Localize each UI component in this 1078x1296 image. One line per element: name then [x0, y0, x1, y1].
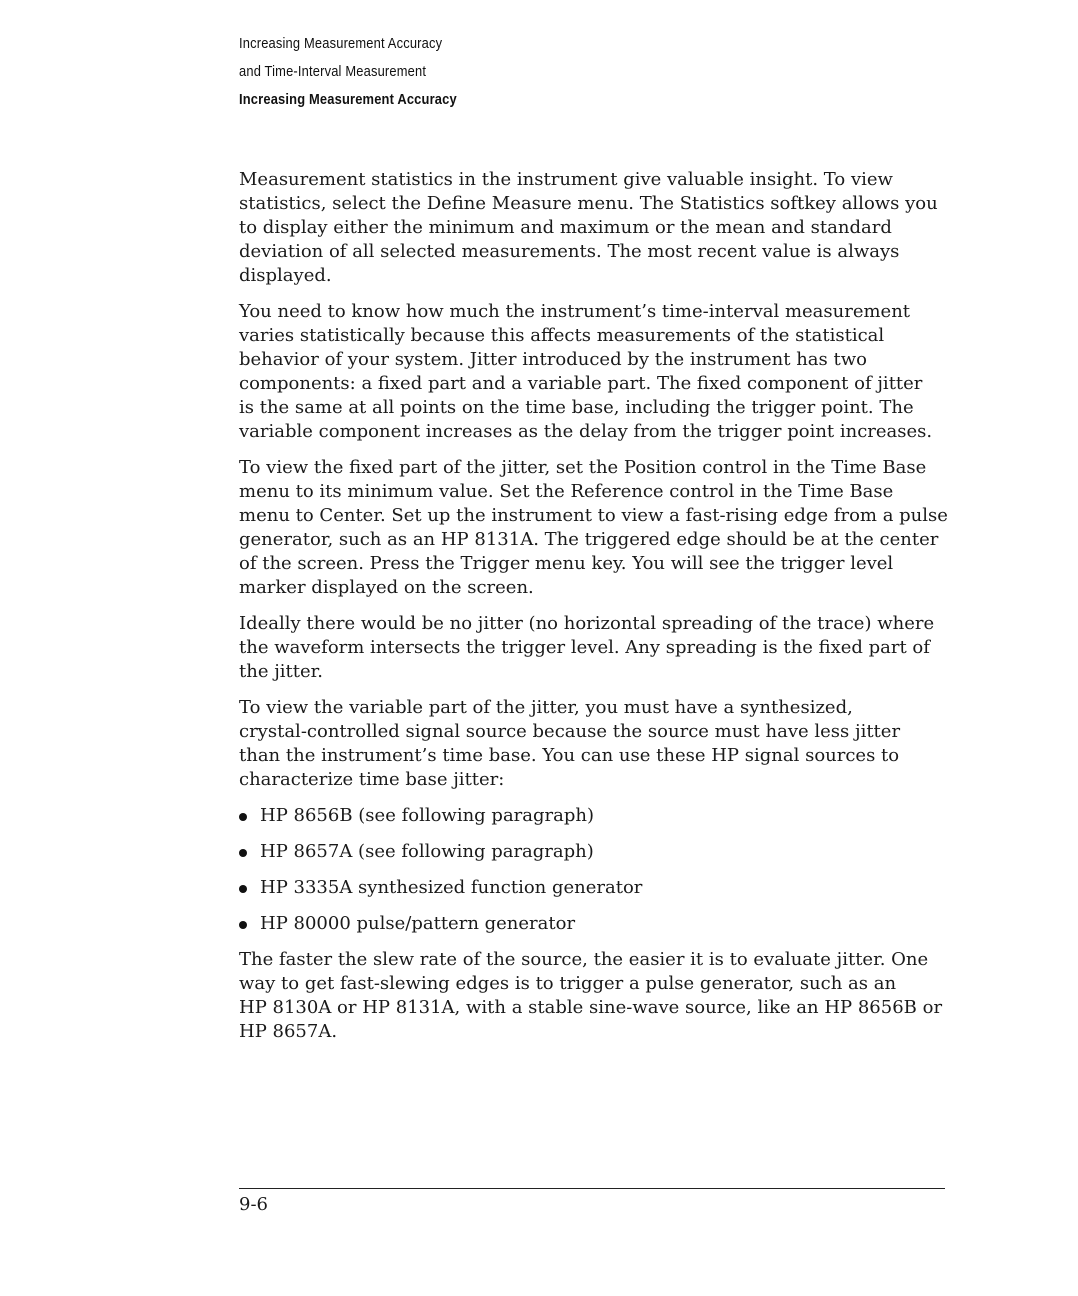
paragraph-fixed-jitter	[239, 456, 959, 600]
text-line: To view the fixed part of the jitter, set the Position control in the Time Base	[239, 457, 927, 478]
list-item-text: HP 8657A (see following paragraph)	[260, 841, 594, 862]
text-line: the jitter.	[239, 661, 324, 682]
bullet-icon	[239, 885, 247, 893]
text-line: You need to know how much the instrument’s time-interval measurement	[239, 301, 911, 322]
text-line: of the screen. Press the Trigger menu key. You will see the trigger level	[239, 553, 894, 574]
chapter-title-line1: Increasing Measurement Accuracy	[239, 35, 443, 52]
text-line: To view the variable part of the jitter, you must have a synthesized,	[239, 697, 853, 718]
list-item	[239, 876, 959, 900]
text-line: behavior of your system. Jitter introduced by the instrument has two	[239, 349, 867, 370]
text-line: the waveform intersects the trigger level. Any spreading is the fixed part of	[239, 637, 930, 658]
chapter-title-line2: and Time-Interval Measurement	[239, 63, 427, 80]
running-header	[239, 30, 457, 114]
text-line: HP 8130A or HP 8131A, with a stable sine-wave source, like an HP 8656B or	[239, 997, 943, 1018]
signal-source-list	[239, 804, 959, 936]
bullet-icon	[239, 849, 247, 857]
text-line: to display either the minimum and maximum or the mean and standard	[239, 217, 892, 238]
list-item	[239, 912, 959, 936]
footer-divider	[239, 1188, 945, 1189]
text-line: Ideally there would be no jitter (no horizontal spreading of the trace) where	[239, 613, 935, 634]
text-line: variable component increases as the delay from the trigger point increases.	[239, 421, 933, 442]
list-item-text: HP 3335A synthesized function generator	[260, 877, 643, 898]
page-number: 9-6	[239, 1194, 268, 1215]
text-line: The faster the slew rate of the source, the easier it is to evaluate jitter. One	[239, 949, 929, 970]
text-line: than the instrument’s time base. You can use these HP signal sources to	[239, 745, 900, 766]
text-line: crystal-controlled signal source because the source must have less jitter	[239, 721, 901, 742]
paragraph-slew-rate	[239, 948, 959, 1044]
list-item	[239, 804, 959, 828]
paragraph-statistics	[239, 168, 959, 288]
text-line: is the same at all points on the time base, including the trigger point. The	[239, 397, 914, 418]
text-line: varies statistically because this affects measurements of the statistical	[239, 325, 885, 346]
text-line: Measurement statistics in the instrument give valuable insight. To view	[239, 169, 893, 190]
list-item	[239, 840, 959, 864]
text-line: marker displayed on the screen.	[239, 577, 534, 598]
text-line: components: a fixed part and a variable part. The fixed component of jitter	[239, 373, 923, 394]
paragraph-variable-jitter	[239, 696, 959, 792]
paragraph-ideal-jitter	[239, 612, 959, 684]
text-line: menu to its minimum value. Set the Reference control in the Time Base	[239, 481, 894, 502]
text-line: characterize time base jitter:	[239, 769, 505, 790]
list-item-text: HP 8656B (see following paragraph)	[260, 805, 595, 826]
section-title: Increasing Measurement Accuracy	[239, 91, 457, 108]
bullet-icon	[239, 921, 247, 929]
bullet-icon	[239, 813, 247, 821]
text-line: way to get fast-slewing edges is to trigger a pulse generator, such as an	[239, 973, 897, 994]
text-line: statistics, select the Define Measure menu. The Statistics softkey allows you	[239, 193, 938, 214]
list-item-text: HP 80000 pulse/pattern generator	[260, 913, 576, 934]
text-line: menu to Center. Set up the instrument to view a fast-rising edge from a pulse	[239, 505, 948, 526]
text-line: HP 8657A.	[239, 1021, 338, 1042]
text-line: deviation of all selected measurements. The most recent value is always	[239, 241, 900, 262]
paragraph-jitter-intro	[239, 300, 959, 444]
text-line: generator, such as an HP 8131A. The triggered edge should be at the center	[239, 529, 939, 550]
body-text	[239, 168, 959, 1056]
text-line: displayed.	[239, 265, 332, 286]
